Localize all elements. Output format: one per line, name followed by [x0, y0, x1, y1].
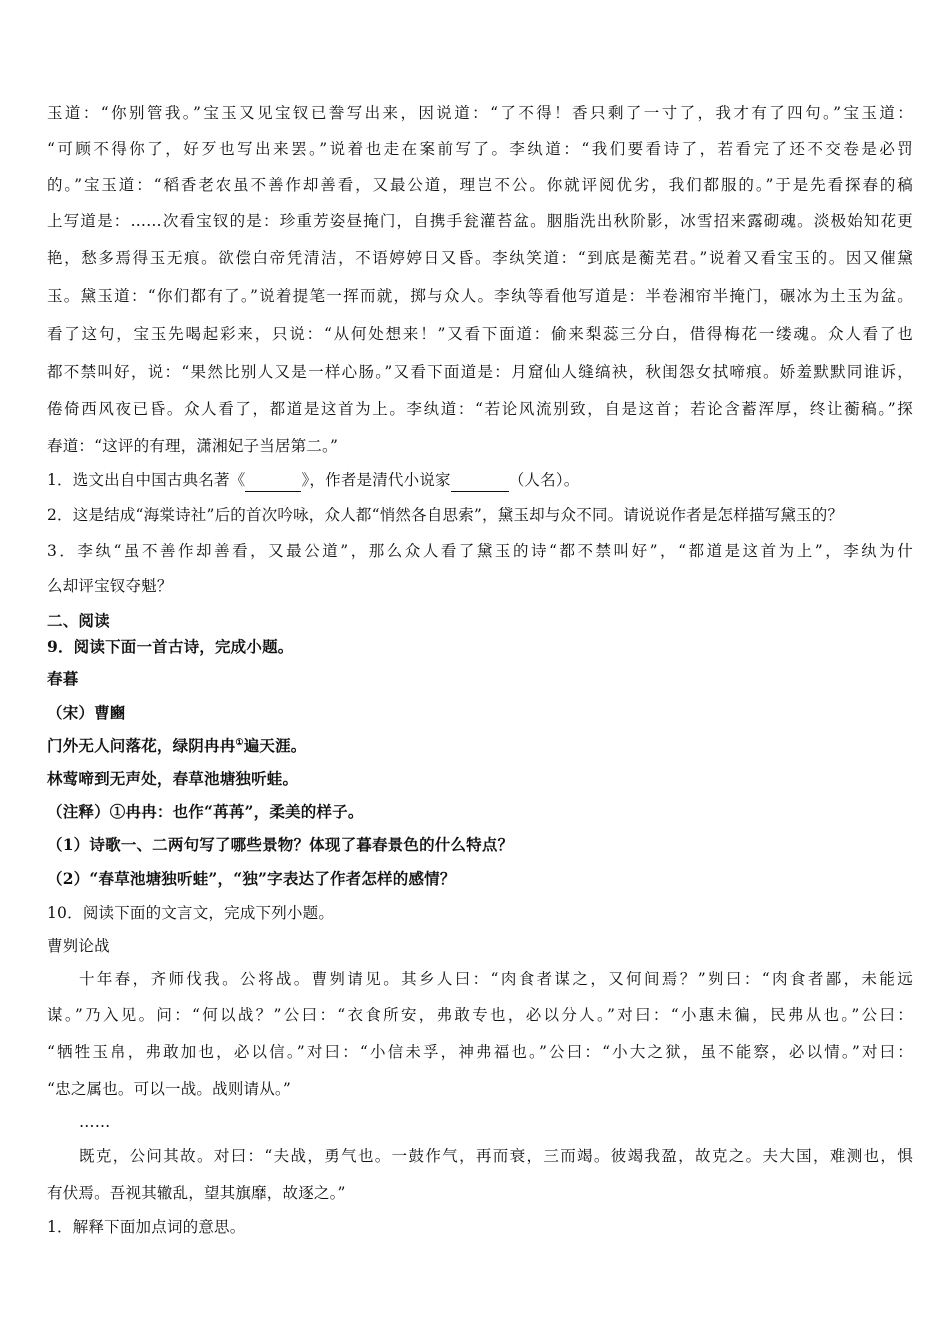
- passage-line: 上写道是：……次看宝钗的是：珍重芳姿昼掩门，自携手瓮灌苔盆。胭脂洗出秋阶影，冰雪招来露砌魂。淡极始知花更: [47, 212, 913, 230]
- text-paragraph-line: 既克，公问其故。对曰：“夫战，勇气也。一鼓作气，再而衰，三而竭。彼竭我盈，故克之。夫大国，难测也，惧: [79, 1147, 913, 1165]
- poem-note: （注释）①冉冉：也作“苒苒”，柔美的样子。: [47, 802, 364, 821]
- passage-line: “可顾不得你了，好歹也写出来罢。”说着也走在案前写了。李纨道：“我们要看诗了，若看完了还不交卷是必罚: [47, 140, 913, 158]
- question-9-intro: 9．阅读下面一首古诗，完成小题。: [47, 637, 294, 656]
- question-10-intro: 10．阅读下面的文言文，完成下列小题。: [47, 904, 335, 922]
- text-paragraph-line: 十年春，齐师伐我。公将战。曹刿请见。其乡人曰：“肉食者谋之，又何间焉？”刿曰：“肉食者鄙，未能远: [79, 970, 913, 988]
- passage-line: 倦倚西风夜已昏。众人看了，都道是这首为上。李纨道：“若论风流别致，自是这首；若论含蓄浑厚，终让蘅稿。”探: [47, 400, 913, 418]
- ellipsis: ……: [79, 1113, 111, 1131]
- poem-title: 春暮: [47, 669, 79, 688]
- passage-line: 艳，愁多焉得玉无痕。欲偿白帝凭清洁，不语婷婷日又昏。李纨笑道：“到底是蘅芜君。”说着又看宝玉的。因又催黛: [47, 249, 913, 267]
- poem-line-2: 林莺啼到无声处，春草池塘独听蛙。: [47, 769, 299, 788]
- passage-line: 看了这句，宝玉先喝起彩来，只说：“从何处想来！”又看下面道：偷来梨蕊三分白，借得梅花一缕魂。众人看了也: [47, 325, 913, 343]
- answer-blank-author[interactable]: [451, 469, 509, 492]
- passage-line: 都不禁叫好，说：“果然比别人又是一样心肠。”又看下面道是：月窟仙人缝缟袂，秋闺怨女拭啼痕。娇羞默默同谁诉，: [47, 363, 913, 381]
- text-paragraph-line: “忠之属也。可以一战。战则请从。”: [47, 1080, 291, 1098]
- section-heading: 二、阅读: [47, 611, 110, 630]
- text-title: 曹刿论战: [47, 937, 110, 955]
- poem-line-1: 门外无人问落花，绿阴冉冉①遍天涯。: [47, 736, 307, 755]
- footnote-marker: ①: [235, 737, 244, 748]
- question-3: 3．李纨“虽不善作却善看，又最公道”，那么众人看了黛玉的诗“都不禁叫好”，“都道是这首为上”，李纨为什: [47, 542, 913, 560]
- passage-line: 玉。黛玉道：“你们都有了。”说着提笔一挥而就，掷与众人。李纨等看他写道是：半卷湘帘半掩门，碾冰为土玉为盆。: [47, 287, 913, 305]
- text-paragraph-line: 谋。”乃入见。问：“何以战？”公曰：“衣食所安，弗敢专也，必以分人。”对曰：“小惠未徧，民弗从也。”公曰：: [47, 1006, 913, 1024]
- question-2: 2．这是结成“海棠诗社”后的首次吟咏，众人都“悄然各自思索”，黛玉却与众不同。请说说作者是怎样描写黛玉的？: [47, 506, 844, 524]
- answer-blank-book[interactable]: [245, 469, 301, 492]
- sub-question-1: （1）诗歌一、二两句写了哪些景物？体现了暮春景色的什么特点？: [47, 835, 514, 854]
- passage-line: 春道：“这评的有理，潇湘妃子当居第二。”: [47, 437, 339, 455]
- passage-line: 玉道：“你别管我。”宝玉又见宝钗已誊写出来，因说道：“了不得！香只剩了一寸了，我才有了四句。”宝玉道：: [47, 104, 913, 122]
- poem-author: （宋）曹豳: [47, 703, 126, 722]
- question-1: 1．选文出自中国古典名著《 》，作者是清代小说家 （人名）。: [47, 469, 913, 492]
- passage-line: 的。”宝玉道：“稻香老农虽不善作却善看，又最公道，理岂不公。你就评阅优劣，我们都服的。”于是先看探春的稿: [47, 176, 913, 194]
- question-3-continued: 么却评宝钗夺魁？: [47, 577, 173, 595]
- text-paragraph-line: 有伏焉。吾视其辙乱，望其旗靡，故逐之。”: [47, 1184, 346, 1202]
- text-paragraph-line: “牺牲玉帛，弗敢加也，必以信。”对曰：“小信未孚，神弗福也。”公曰：“小大之狱，虽不能察，必以情。”对曰：: [47, 1043, 913, 1061]
- sub-question-2: （2）“春草池塘独听蛙”，“独”字表达了作者怎样的感情？: [47, 869, 456, 888]
- sub-question: 1．解释下面加点词的意思。: [47, 1218, 246, 1236]
